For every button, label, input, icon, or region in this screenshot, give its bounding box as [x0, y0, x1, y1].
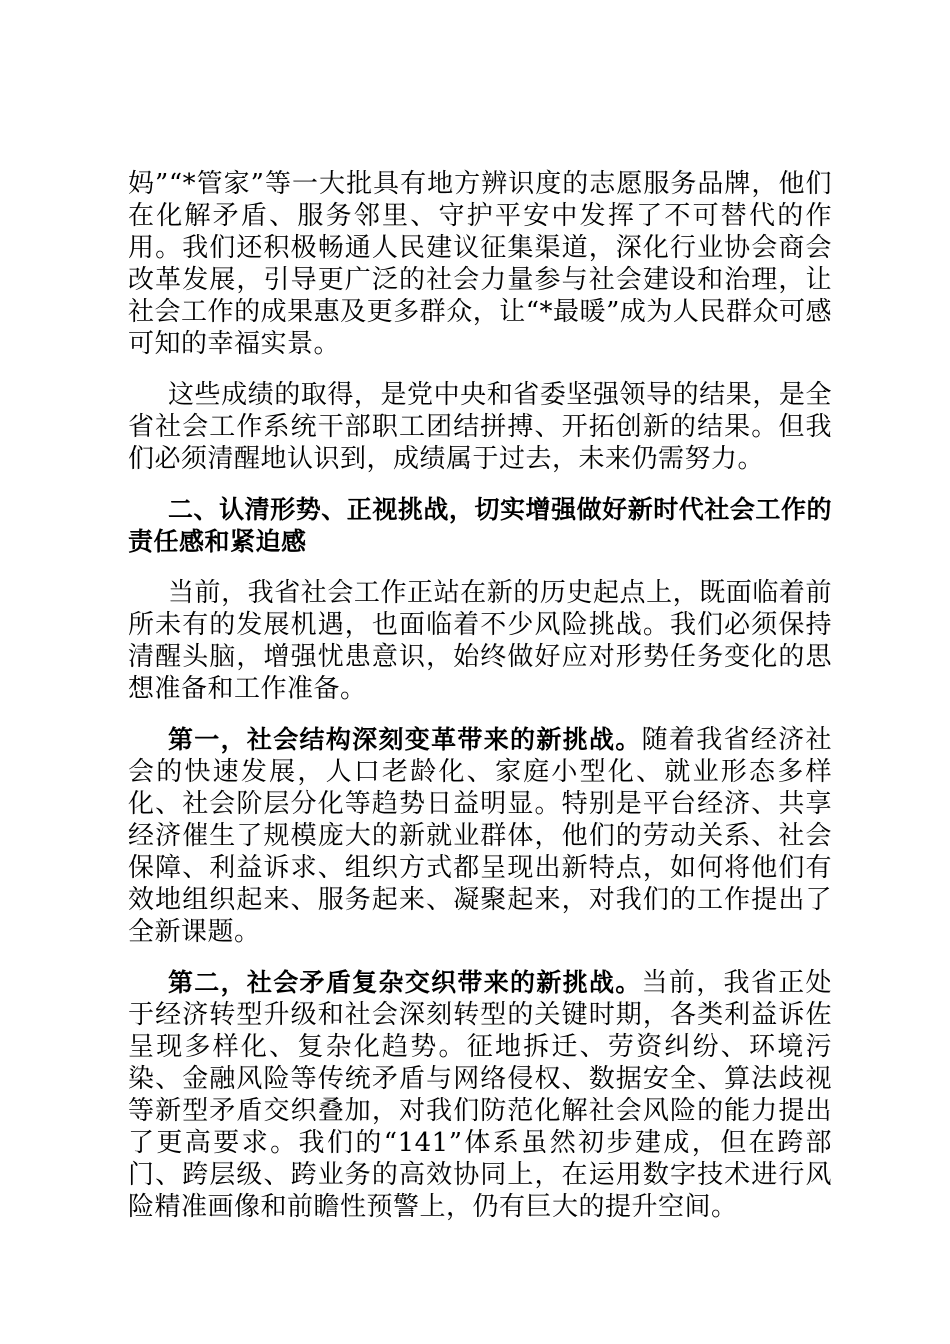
paragraph-challenge-two: [128, 967, 832, 1223]
paragraph-situation: [128, 577, 832, 705]
paragraph-text: 这些成绩的取得，是党中央和省委坚强领导的结果，是全省社会工作系统干部职工团结拼搏、开拓创新的结果。但我们必须清醒地认识到，成绩属于过去，未来仍需努力。: [128, 380, 832, 474]
paragraph-lead: 第二，社会矛盾复杂交织带来的新挑战。: [168, 968, 642, 997]
paragraph-continued: [128, 168, 832, 360]
paragraph-text: 当前，我省正处于经济转型升级和社会深刻转型的关键时期，各类利益诉佐呈现多样化、复杂化趋势。征地拆迁、劳资纠纷、环境污染、金融风险等传统矛盾与网络侵权、数据安全、算法歧视等新型矛盾交织叠加，对我们防范化解社会风险的能力提出了更高要求。我们的“141”体系虽然初步建成，但在跨部门、跨层级、跨业务的高效协同上，在运用数字技术进行风险精准画像和前瞻性预警上，仍有巨大的提升空间。: [128, 968, 832, 1222]
paragraph-challenge-one: [128, 724, 832, 948]
paragraph-text: 妈”“*管家”等一大批具有地方辨识度的志愿服务品牌，他们在化解矛盾、服务邻里、守护平安中发挥了不可替代的作用。我们还积极畅通人民建议征集渠道，深化行业协会商会改革发展，引导更广泛的社会力量参与社会建设和治理，让社会工作的成果惠及更多群众，让“*最暖”成为人民群众可感可知的幸福实景。: [128, 169, 832, 359]
paragraph-achievements: [128, 379, 832, 475]
paragraph-lead: 第一，社会结构深刻变革带来的新挑战。: [168, 725, 642, 754]
paragraph-text: 随着我省经济社会的快速发展，人口老龄化、家庭小型化、就业形态多样化、社会阶层分化等趋势日益明显。特别是平台经济、共享经济催生了规模庞大的新就业群体，他们的劳动关系、社会保障、利益诉求、组织方式都呈现出新特点，如何将他们有效地组织起来、服务起来、凝聚起来，对我们的工作提出了全新课题。: [128, 725, 832, 947]
section-heading-text: 二、认清形势、正视挑战，切实增强做好新时代社会工作的责任感和紧迫感: [128, 495, 832, 556]
document-body: [128, 168, 832, 1242]
paragraph-text: 当前，我省社会工作正站在新的历史起点上，既面临着前所未有的发展机遇，也面临着不少风险挑战。我们必须保持清醒头脑，增强忧患意识，始终做好应对形势任务变化的思想准备和工作准备。: [128, 578, 832, 704]
section-heading: [128, 494, 832, 558]
